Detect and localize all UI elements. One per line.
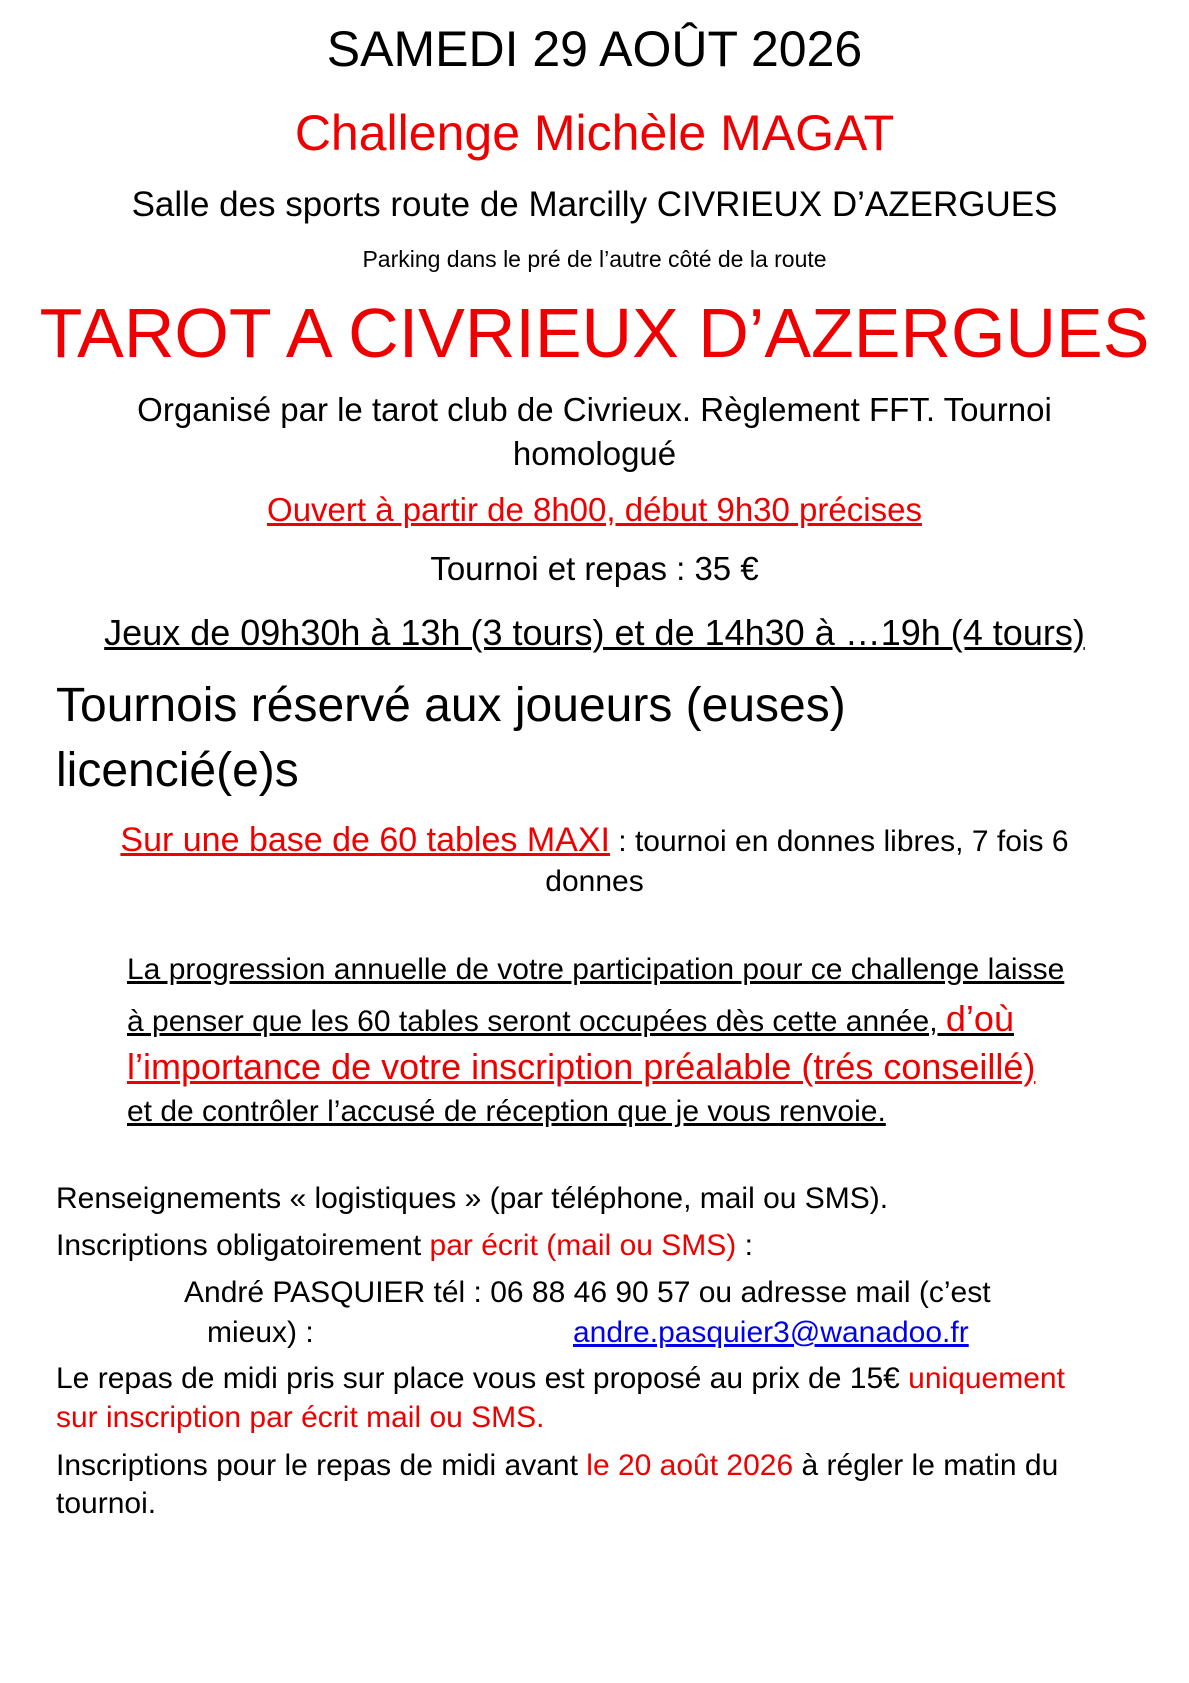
notice-line2-red: d’où xyxy=(945,998,1014,1039)
notice-line2 xyxy=(127,998,1014,1040)
meal-reg-text: Inscriptions pour le repas de midi avant xyxy=(56,1449,587,1482)
meal-registration-line2: tournoi. xyxy=(56,1487,157,1520)
inscriptions-text: Inscriptions obligatoirement xyxy=(56,1229,430,1262)
event-title: TAROT A CIVRIEUX D’AZERGUES xyxy=(39,294,1150,372)
parking-note: Parking dans le pré de l’autre côté de la route xyxy=(362,246,827,272)
notice-line3: l’importance de votre inscription préalable (trés conseillé) xyxy=(127,1046,1036,1087)
notice-line2-text: à penser que les 60 tables seront occupées dès cette année, xyxy=(127,1005,946,1038)
schedule: Jeux de 09h30h à 13h (3 tours) et de 14h30 à …19h (4 tours) xyxy=(104,612,1085,653)
event-date: SAMEDI 29 AOÛT 2026 xyxy=(326,21,863,77)
reserved-line1: Tournois réservé aux joueurs (euses) xyxy=(56,679,846,732)
email-link[interactable]: andre.pasquier3@wanadoo.fr xyxy=(573,1316,969,1349)
meal-text: Le repas de midi pris sur place vous est proposé au prix de 15€ xyxy=(56,1362,909,1395)
meal-line2: sur inscription par écrit mail ou SMS. xyxy=(56,1401,545,1434)
challenge-name: Challenge Michèle MAGAT xyxy=(294,105,895,161)
venue: Salle des sports route de Marcilly CIVRIEUX D’AZERGUES xyxy=(131,185,1058,224)
tables-format: : tournoi en donnes libres, 7 fois 6 xyxy=(609,825,1069,858)
meal-registration-line1 xyxy=(56,1449,1058,1483)
notice-line4: et de contrôler l’accusé de réception que je vous renvoie. xyxy=(127,1095,886,1128)
meal-reg-end: à régler le matin du xyxy=(793,1449,1059,1482)
reserved-line2: licencié(e)s xyxy=(56,744,299,797)
meal-only: uniquement xyxy=(908,1362,1065,1395)
meal-reg-deadline: le 20 août 2026 xyxy=(586,1449,794,1482)
opening-hours: Ouvert à partir de 8h00, début 9h30 précises xyxy=(267,491,922,528)
contact-person-line2: mieux) : xyxy=(207,1316,314,1349)
inscriptions-line xyxy=(56,1229,753,1263)
notice-line1: La progression annuelle de votre participation pour ce challenge laisse xyxy=(127,953,1065,986)
inscriptions-colon: : xyxy=(736,1229,753,1262)
tables-line1 xyxy=(0,821,1189,860)
organizer-line1: Organisé par le tarot club de Civrieux. Règlement FFT. Tournoi xyxy=(137,391,1052,428)
price: Tournoi et repas : 35 € xyxy=(430,550,759,587)
tables-max: Sur une base de 60 tables MAXI xyxy=(120,821,610,859)
meal-line1 xyxy=(56,1362,1065,1396)
inscriptions-written: par écrit (mail ou SMS) xyxy=(429,1229,737,1262)
tables-line2: donnes xyxy=(545,865,644,898)
renseignements: Renseignements « logistiques » (par téléphone, mail ou SMS). xyxy=(56,1182,889,1215)
organizer-line2: homologué xyxy=(512,435,677,472)
contact-person: André PASQUIER tél : 06 88 46 90 57 ou adresse mail (c’est xyxy=(184,1276,991,1309)
